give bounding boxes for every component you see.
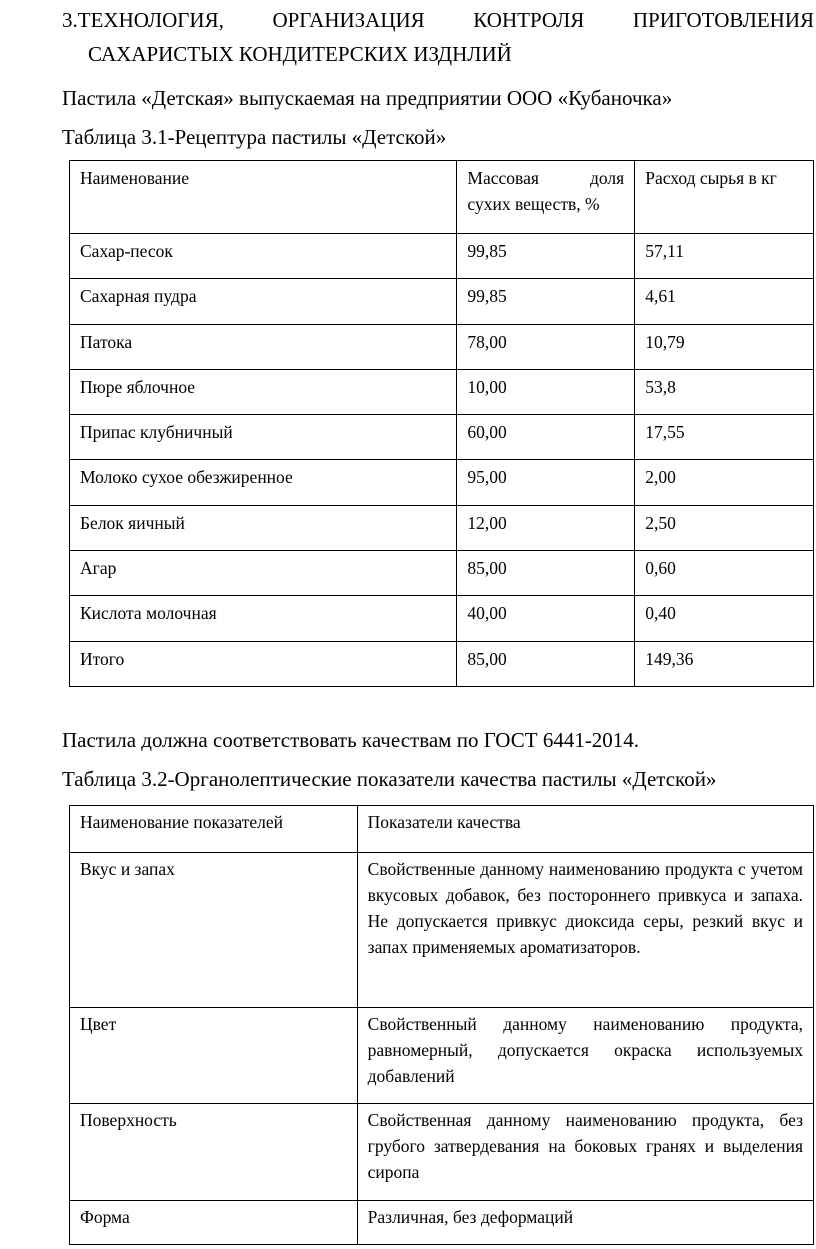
quality-cell: Свойственные данному наименованию продукта с учетом вкусовых добавок, без постороннего привкуса и запаха. Не допускается привкус диоксида серы, резкий вкус и запах применяемых ароматизаторов.	[357, 853, 813, 1008]
section-heading-continued: САХАРИСТЫХ КОНДИТЕРСКИХ ИЗДНЛИЙ	[88, 42, 512, 66]
table-header-row	[70, 161, 814, 234]
quality-cell: Различная, без деформаций	[357, 1201, 813, 1245]
dry-matter-cell: 60,00	[457, 415, 635, 460]
table-row	[70, 460, 814, 505]
organoleptic-table	[69, 805, 814, 1245]
dry-matter-cell: 12,00	[457, 505, 635, 550]
table-total-row	[70, 641, 814, 686]
consumption-cell: 0,40	[635, 596, 814, 641]
quality-cell: Свойственный данному наименованию продукта, равномерный, допускается окраска используемых добавлений	[357, 1008, 813, 1104]
dry-matter-cell: 99,85	[457, 279, 635, 324]
consumption-cell: 10,79	[635, 324, 814, 369]
table-row	[70, 234, 814, 279]
consumption-cell: 2,00	[635, 460, 814, 505]
table-row	[70, 324, 814, 369]
table-row	[70, 1104, 814, 1201]
ingredient-cell: Патока	[70, 324, 457, 369]
table2-caption: Таблица 3.2-Органолептические показатели качества пастилы «Детской»	[62, 767, 717, 791]
consumption-cell: 17,55	[635, 415, 814, 460]
consumption-cell: 4,61	[635, 279, 814, 324]
table-row	[70, 853, 814, 1008]
intro-paragraph: Пастила «Детская» выпускаемая на предприятии ООО «Кубаночка»	[62, 86, 673, 110]
consumption-cell: 53,8	[635, 369, 814, 414]
table-row	[70, 1201, 814, 1245]
header-cell: Массовая доля сухих веществ, %	[457, 161, 635, 234]
table-row	[70, 551, 814, 596]
indicator-cell: Цвет	[70, 1008, 358, 1104]
table1-caption: Таблица 3.1-Рецептура пастилы «Детской»	[62, 125, 447, 149]
table-row	[70, 279, 814, 324]
header-cell: Наименование показателей	[70, 806, 358, 853]
ingredient-cell: Агар	[70, 551, 457, 596]
indicator-cell: Поверхность	[70, 1104, 358, 1201]
dry-matter-cell: 85,00	[457, 551, 635, 596]
section-heading: 3.ТЕХНОЛОГИЯ, ОРГАНИЗАЦИЯ КОНТРОЛЯ ПРИГОТОВЛЕНИЯ	[62, 8, 814, 32]
table-row	[70, 1008, 814, 1104]
recipe-table	[69, 160, 814, 687]
consumption-cell: 149,36	[635, 641, 814, 686]
table-row	[70, 596, 814, 641]
ingredient-cell: Припас клубничный	[70, 415, 457, 460]
consumption-cell: 57,11	[635, 234, 814, 279]
header-cell: Расход сырья в кг	[635, 161, 814, 234]
table-row	[70, 415, 814, 460]
ingredient-cell: Сахар-песок	[70, 234, 457, 279]
ingredient-cell: Пюре яблочное	[70, 369, 457, 414]
header-cell: Показатели качества	[357, 806, 813, 853]
dry-matter-cell: 95,00	[457, 460, 635, 505]
consumption-cell: 0,60	[635, 551, 814, 596]
ingredient-cell: Белок яичный	[70, 505, 457, 550]
ingredient-cell: Кислота молочная	[70, 596, 457, 641]
indicator-cell: Вкус и запах	[70, 853, 358, 1008]
ingredient-cell: Молоко сухое обезжиренное	[70, 460, 457, 505]
gost-paragraph: Пастила должна соответствовать качествам по ГОСТ 6441-2014.	[62, 728, 640, 752]
table-row	[70, 505, 814, 550]
indicator-cell: Форма	[70, 1201, 358, 1245]
header-cell: Наименование	[70, 161, 457, 234]
dry-matter-cell: 40,00	[457, 596, 635, 641]
dry-matter-cell: 85,00	[457, 641, 635, 686]
dry-matter-cell: 78,00	[457, 324, 635, 369]
ingredient-cell: Итого	[70, 641, 457, 686]
table-row	[70, 369, 814, 414]
ingredient-cell: Сахарная пудра	[70, 279, 457, 324]
quality-cell: Свойственная данному наименованию продукта, без грубого затвердевания на боковых гранях и выделения сиропа	[357, 1104, 813, 1201]
consumption-cell: 2,50	[635, 505, 814, 550]
table-header-row	[70, 806, 814, 853]
dry-matter-cell: 10,00	[457, 369, 635, 414]
dry-matter-cell: 99,85	[457, 234, 635, 279]
